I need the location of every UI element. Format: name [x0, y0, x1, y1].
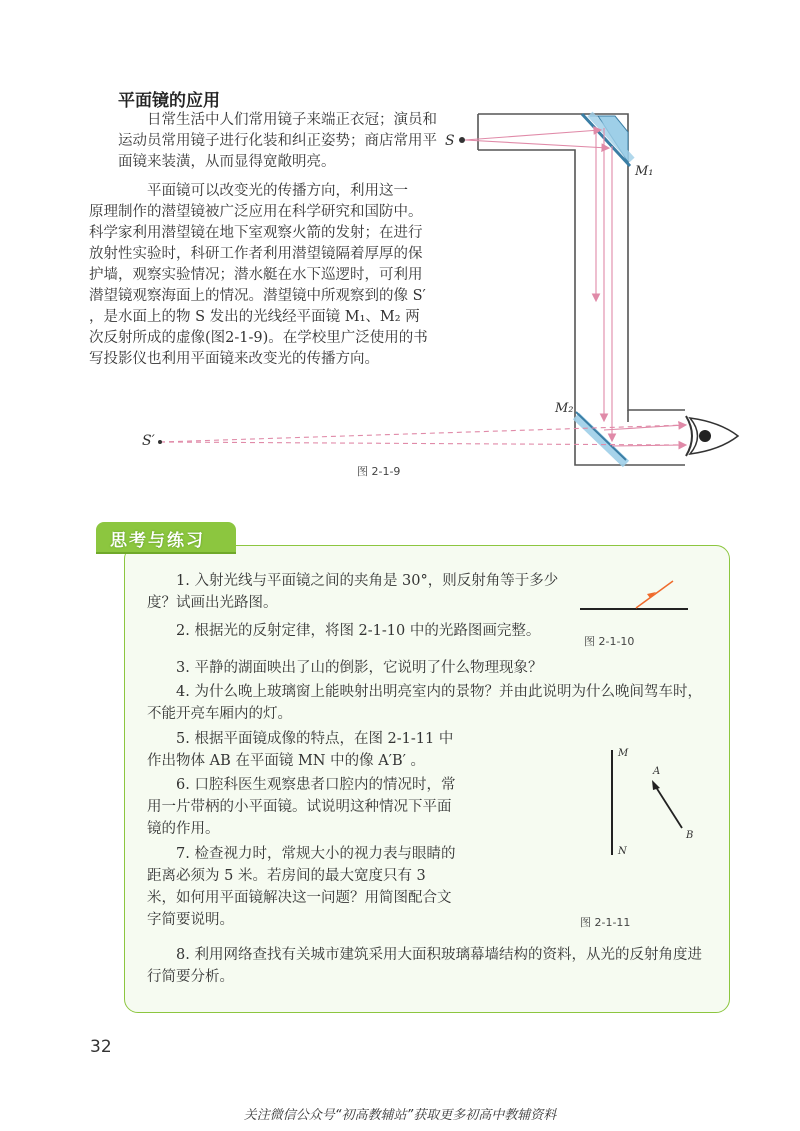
label-m1: M₁	[635, 164, 654, 179]
label-a: A	[653, 766, 661, 777]
paragraph-periscope-intro: 平面镜可以改变光的传播方向，利用这一	[147, 183, 408, 199]
figure-2-1-11-caption: 图 2-1-11	[580, 916, 631, 929]
question-5: 5. 根据平面镜成像的特点，在图 2-1-11 中作出物体 AB 在平面镜 MN 中的像 A′B′ 。	[147, 731, 454, 769]
figure-2-1-9-caption: 图 2-1-9	[357, 465, 401, 478]
figure-2-1-11	[600, 740, 710, 865]
question-6: 6. 口腔科医生观察患者口腔内的情况时，常用一片带柄的小平面镜。试说明这种情况下平面镜的作用。	[147, 777, 456, 837]
footer-note: 关注微信公众号“初高教辅站”获取更多初高中教辅资料	[243, 1108, 557, 1123]
paragraph-mirror-uses: 日常生活中人们常用镜子来端正衣冠；演员和运动员常用镜子进行化装和纠正姿势；商店常用平面镜来装潢，从而显得宽敞明亮。	[118, 112, 437, 170]
exercise-title: 思考与练习	[110, 531, 205, 551]
figure-2-1-10-caption: 图 2-1-10	[584, 635, 635, 648]
image-s-prime-point	[158, 440, 162, 444]
mirror-m2	[576, 416, 626, 464]
figure-2-1-10	[570, 578, 700, 618]
paragraph-periscope-body: 原理制作的潜望镜被广泛应用在科学研究和国防中。科学家利用潜望镜在地下室观察火箭的发射；在进行放射性实验时，科研工作者利用潜望镜隔着厚厚的保护墙，观察实验情况；潜水艇在水下巡逻时，可利用潜望镜观察海面上的情况。潜望镜中所观察到的像 S′ ，是水面上的物 S 发出的光线经平面镜 M₁、M₂ 两次反射所成的虚像(图2-1-9)。在学校里广泛使用的书写投影仪也利用平面镜来改变光的传播方向。	[89, 204, 428, 367]
question-1: 1. 入射光线与平面镜之间的夹角是 30°，则反射角等于多少度？试画出光路图。	[147, 573, 559, 611]
page-number: 32	[90, 1037, 112, 1057]
object-s-point	[459, 137, 465, 143]
question-7: 7. 检查视力时，常规大小的视力表与眼睛的距离必须为 5 米。若房间的最大宽度只有 3 米，如何用平面镜解决这一问题？用简图配合文字简要说明。	[147, 846, 456, 928]
label-s: S	[445, 133, 455, 149]
label-n: N	[618, 846, 627, 857]
section-title: 平面镜的应用	[118, 91, 220, 111]
periscope-figure	[120, 100, 760, 490]
label-m: M	[618, 748, 629, 759]
eye-icon	[686, 416, 738, 456]
incident-ray	[636, 581, 673, 608]
question-4: 4. 为什么晚上玻璃窗上能映射出明亮室内的景物？并由此说明为什么晚间驾车时，不能开亮车厢内的灯。	[147, 684, 702, 722]
label-b: B	[686, 830, 694, 841]
question-3: 3. 平静的湖面映出了山的倒影，它说明了什么物理现象？	[176, 660, 543, 676]
periscope-outer-wall	[478, 114, 685, 410]
label-s-prime: S′	[142, 433, 155, 449]
question-2: 2. 根据光的反射定律，将图 2-1-10 中的光路图画完整。	[176, 623, 541, 639]
object-ab	[654, 784, 682, 828]
question-8: 8. 利用网络查找有关城市建筑采用大面积玻璃幕墙结构的资料，从光的反射角度进行简要分析。	[147, 947, 702, 985]
label-m2: M₂	[555, 401, 574, 416]
